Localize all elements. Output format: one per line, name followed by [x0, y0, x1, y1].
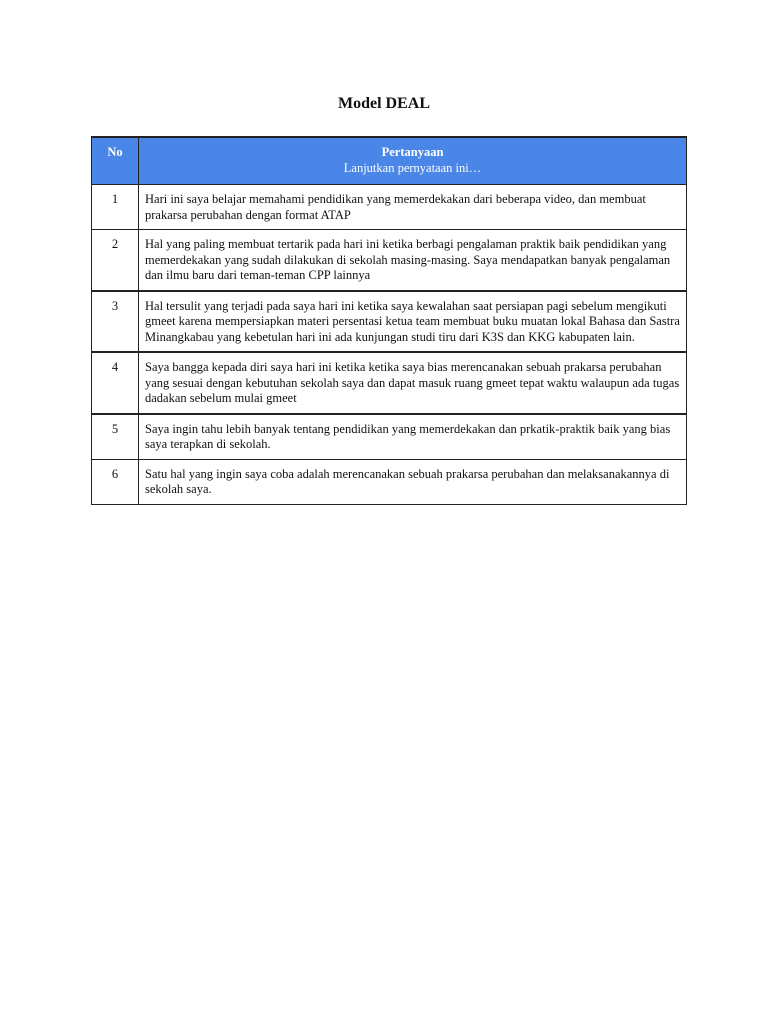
row-number: 2 — [92, 230, 139, 291]
table-row — [92, 414, 687, 460]
row-text: Hal yang paling membuat tertarik pada hari ini ketika berbagi pengalaman praktik baik pendidikan yang memerdekakan yang sudah dilakukan di sekolah masing-masing. Saya mendapatkan banyak pengalaman dan ilmu baru dari teman-teman CPP lainnya — [139, 230, 687, 291]
row-text: Hal tersulit yang terjadi pada saya hari ini ketika saya kewalahan saat persiapan pagi sebelum mengikuti gmeet karena mempersiapkan materi persentasi ketua team membuat buku muatan lokal Bahasa dan Sastra Minangkabau yang kebetulan hari ini ada kunjungan studi tiru dari K3S dan KKG kabupaten lain. — [139, 291, 687, 353]
row-number: 3 — [92, 291, 139, 353]
row-text: Hari ini saya belajar memahami pendidikan yang memerdekakan dari beberapa video, dan membuat prakarsa perubahan dengan format ATAP — [139, 185, 687, 230]
row-text: Saya ingin tahu lebih banyak tentang pendidikan yang memerdekakan dan prkatik-praktik baik yang bias saya terapkan di sekolah. — [139, 414, 687, 460]
table-row — [92, 352, 687, 414]
header-question — [139, 137, 687, 185]
row-text: Satu hal yang ingin saya coba adalah merencanakan sebuah prakarsa perubahan dan melaksanakannya di sekolah saya. — [139, 459, 687, 504]
header-question-sublabel: Lanjutkan pernyataan ini… — [343, 160, 482, 175]
table-header-row — [92, 137, 687, 185]
header-no — [92, 137, 139, 185]
row-number: 1 — [92, 185, 139, 230]
table-row — [92, 459, 687, 504]
row-text: Saya bangga kepada diri saya hari ini ketika ketika saya bias merencanakan sebuah prakarsa perubahan yang sesuai dengan kebutuhan sekolah saya dan dapat masuk ruang gmeet tepat waktu walaupun ada tugas dadakan sebelum mulai gmeet — [139, 352, 687, 414]
header-no-label: No — [107, 145, 123, 159]
table-row — [92, 230, 687, 291]
document-title: Model DEAL — [338, 95, 430, 112]
deal-table — [91, 136, 687, 505]
row-number: 4 — [92, 352, 139, 414]
table-row — [92, 291, 687, 353]
row-number: 5 — [92, 414, 139, 460]
table-row — [92, 185, 687, 230]
row-number: 6 — [92, 459, 139, 504]
header-question-label: Pertanyaan — [381, 145, 444, 159]
